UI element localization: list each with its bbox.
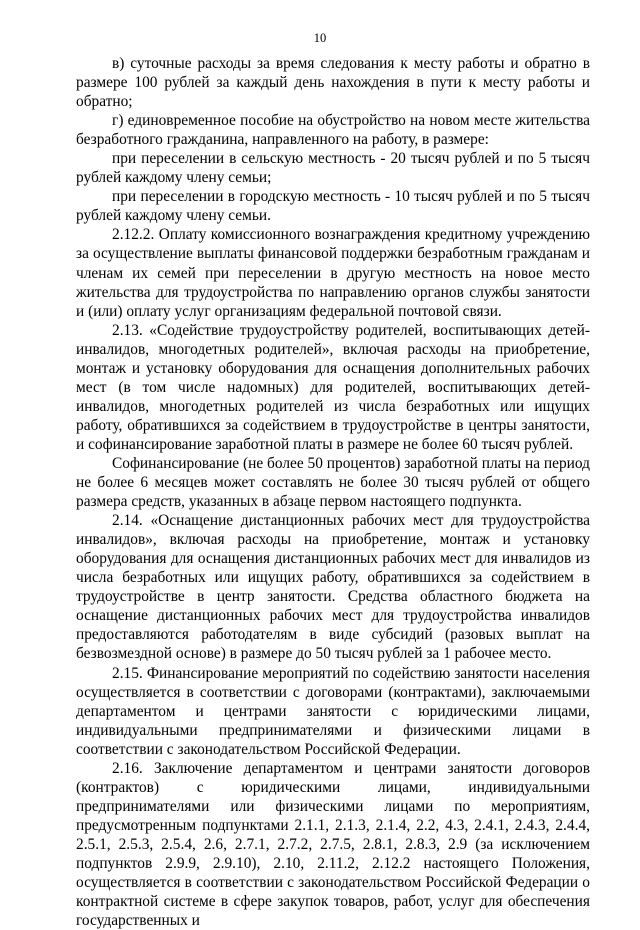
- page-number: 10: [313, 31, 327, 45]
- paragraph-2-12-2: 2.12.2. Оплату комиссионного вознаграждения кредитному учреждению за осуществление выплаты финансовой поддержки безработным гражданам и членам их семей при переселении в другую местность на новое место жительства для трудоустройства по направлению органов службы занятости и (или) оплату услуг организациям федеральной почтовой связи.: [76, 226, 590, 320]
- paragraph-2-15: 2.15. Финансирование мероприятий по содействию занятости населения осуществляется в соответствии с договорами (контрактами), заключаемыми департаментом и центрами занятости с юридическими лицами, индивидуальными предпринимателями и физическими лицами в соответствии с законодательством Российской Федерации.: [76, 664, 590, 758]
- paragraph-rural-relocation: при переселении в сельскую местность - 20 тысяч рублей и по 5 тысяч рублей каждому члену семьи;: [76, 150, 590, 187]
- paragraph-daily-allowance: в) суточные расходы за время следования к месту работы и обратно в размере 100 рублей за каждый день нахождения в пути к месту работы и обратно;: [76, 55, 590, 111]
- paragraph-relocation-allowance: г) единовременное пособие на обустройство на новом месте жительства безработного гражданина, направленного на работу, в размере:: [76, 112, 590, 149]
- document-body: [76, 54, 590, 930]
- paragraph-2-13: 2.13. «Содействие трудоустройству родителей, воспитывающих детей-инвалидов, многодетных родителей», включая расходы на приобретение, монтаж и установку оборудования для оснащения дополнительных рабочих мест (в том числе надомных) для родителей, воспитывающих детей-инвалидов, многодетных родителей из числа безработных или ищущих работу, обратившихся за содействием в трудоустройстве в центры занятости, и софинансирование заработной платы в размере не более 60 тысяч рублей.: [76, 321, 590, 453]
- paragraph-2-14: 2.14. «Оснащение дистанционных рабочих мест для трудоустройства инвалидов», включая расходы на приобретение, монтаж и установку оборудования для оснащения дистанционных рабочих мест для инвалидов из числа безработных или ищущих работу, обратившихся за содействием в трудоустройстве в центр занятости. Средства областного бюджета на оснащение дистанционных рабочих мест для трудоустройства инвалидов предоставляются работодателям в виде субсидий (разовых выплат на безвозмездной основе) в размере до 50 тысяч рублей за 1 рабочее место.: [76, 512, 590, 663]
- paragraph-2-16: 2.16. Заключение департаментом и центрами занятости договоров (контрактов) с юридическими лицами, индивидуальными предпринимателями или физическими лицами по мероприятиям, предусмотренным подпунктами 2.1.1, 2.1.3, 2.1.4, 2.2, 4.3, 2.4.1, 2.4.3, 2.4.4, 2.5.1, 2.5.3, 2.5.4, 2.6, 2.7.1, 2.7.2, 2.7.5, 2.8.1, 2.8.3, 2.9 (за исключением подпунктов 2.9.9, 2.9.10), 2.10, 2.11.2, 2.12.2 настоящего Положения, осуществляется в соответствии с законодательством Российской Федерации о контрактной системе в сфере закупок товаров, работ, услуг для обеспечения государственных и: [76, 759, 590, 930]
- paragraph-urban-relocation: при переселении в городскую местность - 10 тысяч рублей и по 5 тысяч рублей каждому члену семьи.: [76, 188, 590, 225]
- paragraph-cofinancing: Софинансирование (не более 50 процентов) заработной платы на период не более 6 месяцев может составлять не более 30 тысяч рублей от общего размера средств, указанных в абзаце первом настоящего подпункта.: [76, 454, 590, 511]
